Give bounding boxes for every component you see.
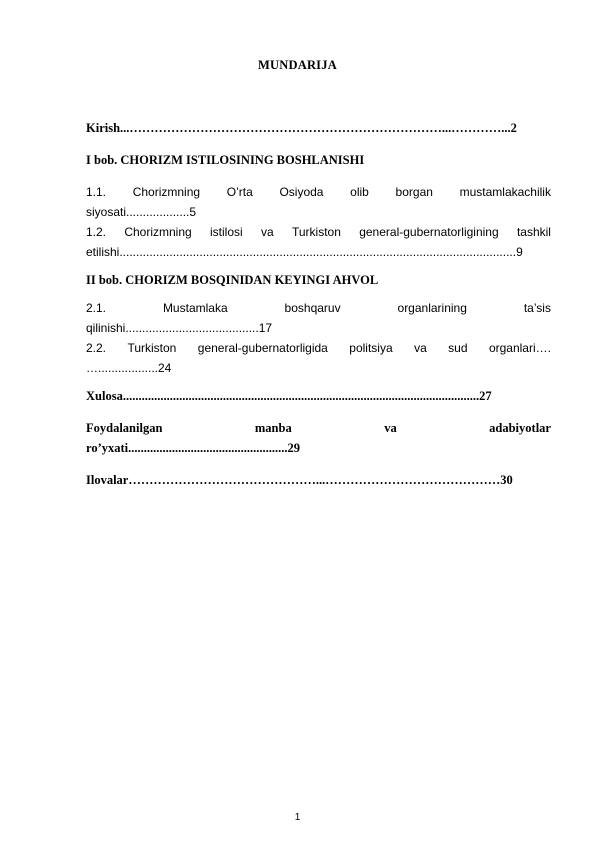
toc-word: Turkiston	[127, 341, 177, 355]
toc-word: olib	[350, 185, 369, 199]
toc-entry-2-2-continued[interactable]: …..................24	[86, 361, 172, 375]
toc-entry-2-1-continued[interactable]: qilinishi........................................17	[86, 321, 273, 335]
toc-word: general-gubernatorligida	[197, 341, 328, 355]
toc-word: va	[384, 421, 397, 435]
toc-word: general-gubernatorligining	[359, 225, 499, 239]
toc-word: ta’sis	[523, 301, 551, 315]
toc-entry-kirish[interactable]: Kirish...…………………………………………………………………...…………...2	[86, 121, 517, 135]
toc-word: mustamlakachilik	[459, 185, 551, 199]
toc-word: borgan	[395, 185, 433, 199]
toc-entry-1-2[interactable]	[86, 222, 551, 242]
toc-word: O’rta	[226, 185, 253, 199]
toc-word: boshqaruv	[284, 301, 341, 315]
toc-word: 2.1.	[86, 301, 107, 315]
toc-word: Foydalanilgan	[86, 421, 163, 435]
toc-chapter-2[interactable]: II bob. CHORIZM BOSQINIDAN KEYINGI AHVOL	[86, 273, 379, 287]
toc-word: 2.2.	[86, 341, 107, 355]
toc-word: 1.1.	[86, 185, 107, 199]
toc-word: Osiyoda	[279, 185, 324, 199]
toc-entry-1-1-continued[interactable]: siyosati...................5	[86, 205, 197, 219]
toc-entry-2-2[interactable]	[86, 338, 551, 358]
table-of-contents	[86, 118, 551, 490]
toc-word: adabiyotlar	[489, 421, 551, 435]
toc-word: 1.2.	[86, 225, 107, 239]
page-number: 1	[294, 812, 301, 823]
toc-word: va	[260, 225, 274, 239]
toc-word: istilosi	[210, 225, 243, 239]
toc-entry-xulosa[interactable]: Xulosa..................................................................................................................27	[86, 389, 492, 403]
toc-word: Turkiston	[291, 225, 341, 239]
toc-word: manba	[254, 421, 292, 435]
toc-word: organlari….	[488, 341, 551, 355]
toc-word: va	[414, 341, 427, 355]
toc-entry-2-1[interactable]	[86, 298, 551, 318]
toc-word: Chorizmning	[132, 185, 201, 199]
toc-word: politsiya	[349, 341, 393, 355]
toc-entry-ilovalar[interactable]: Ilovalar………………………………………...……………………………………30	[86, 473, 513, 487]
toc-entry-sources-continued[interactable]: ro’yxati...................................................29	[86, 441, 300, 455]
toc-word: organlarining	[397, 301, 467, 315]
toc-word: tashkil	[516, 225, 551, 239]
page-title: MUNDARIJA	[258, 58, 337, 72]
toc-entry-1-2-continued[interactable]: etilishi.......................................................................................................................9	[86, 245, 523, 259]
toc-entry-sources[interactable]	[86, 418, 551, 438]
toc-word: Mustamlaka	[162, 301, 228, 315]
toc-word: sud	[448, 341, 468, 355]
toc-chapter-1[interactable]: I bob. CHORIZM ISTILOSINING BOSHLANISHI	[86, 153, 365, 167]
toc-entry-1-1[interactable]	[86, 182, 551, 202]
toc-word: Chorizmning	[124, 225, 192, 239]
